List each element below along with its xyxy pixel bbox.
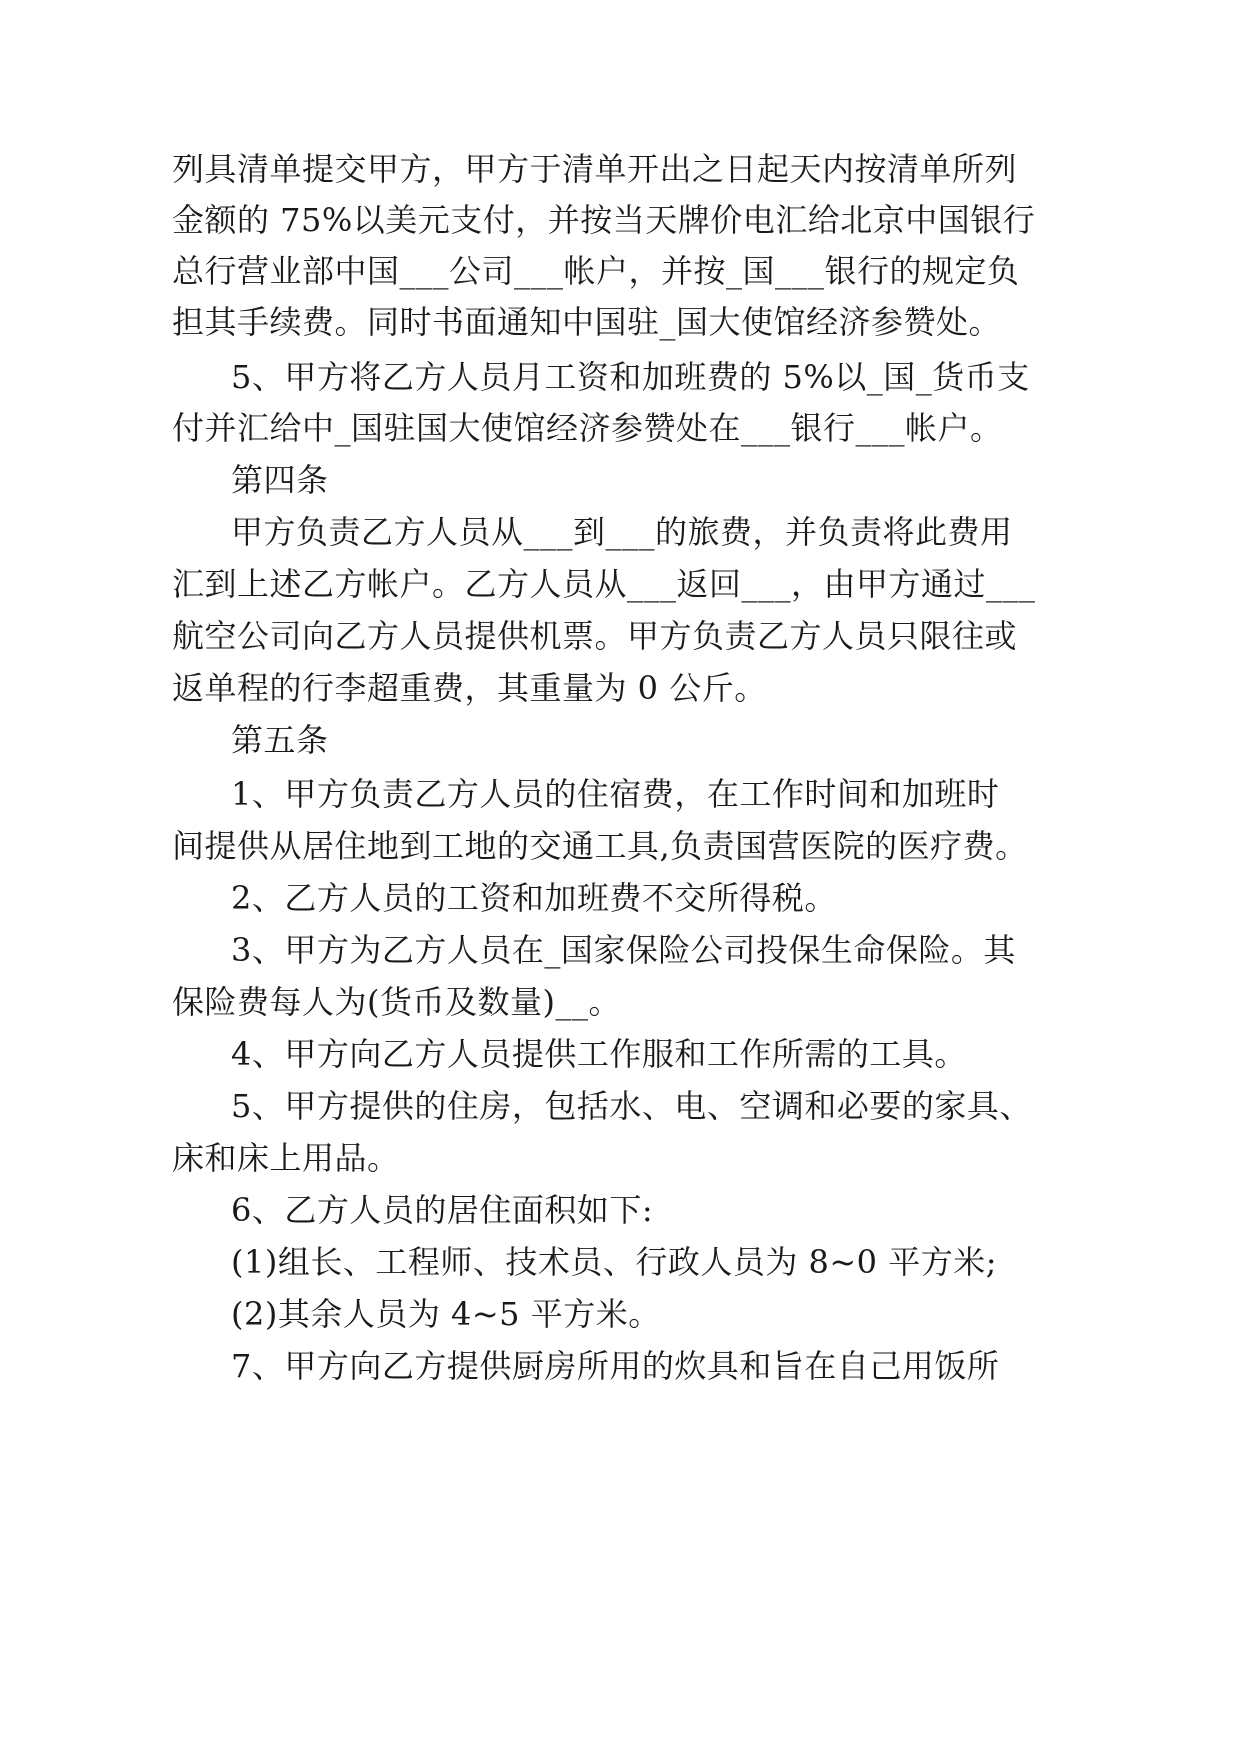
text-line bbox=[0, 1025, 1241, 1083]
line-text: 列具清单提交甲方，甲方于清单开出之日起天内按清单所列 bbox=[172, 150, 1018, 188]
text-line bbox=[0, 1181, 1241, 1239]
text-line bbox=[0, 140, 1241, 198]
text-line bbox=[0, 607, 1241, 665]
line-text: 航空公司向乙方人员提供机票。甲方负责乙方人员只限往或 bbox=[172, 617, 1018, 655]
text-line bbox=[0, 765, 1241, 823]
text-line bbox=[0, 1129, 1241, 1187]
text-line bbox=[0, 293, 1241, 351]
text-line bbox=[0, 869, 1241, 927]
line-text: 担其手续费。同时书面通知中国驻_国大使馆经济参赞处。 bbox=[172, 303, 1002, 341]
line-text: 总行营业部中国___公司___帐户，并按_国___银行的规定负 bbox=[172, 252, 1020, 290]
line-text: 第五条 bbox=[231, 721, 329, 759]
text-line bbox=[0, 399, 1241, 457]
line-text: 甲方负责乙方人员从___到___的旅费，并负责将此费用 bbox=[231, 513, 1013, 551]
text-line bbox=[0, 659, 1241, 717]
line-text: 间提供从居住地到工地的交通工具,负责国营医院的医疗费。 bbox=[172, 827, 1028, 865]
line-text: (2)其余人员为 4~5 平方米。 bbox=[231, 1295, 661, 1333]
line-text: 金额的 75%以美元支付，并按当天牌价电汇给北京中国银行 bbox=[172, 201, 1036, 239]
line-text: 第四条 bbox=[231, 461, 329, 499]
text-line bbox=[0, 191, 1241, 249]
text-line bbox=[0, 348, 1241, 406]
line-text: 3、甲方为乙方人员在_国家保险公司投保生命保险。其 bbox=[231, 931, 1016, 969]
line-text: 付并汇给中_国驻国大使馆经济参赞处在___银行___帐户。 bbox=[172, 409, 1003, 447]
text-line bbox=[0, 921, 1241, 979]
line-text: 5、甲方提供的住房，包括水、电、空调和必要的家具、 bbox=[231, 1087, 1032, 1125]
text-line bbox=[0, 242, 1241, 300]
line-text: 5、甲方将乙方人员月工资和加班费的 5%以_国_货币支 bbox=[231, 358, 1030, 396]
text-line bbox=[0, 973, 1241, 1031]
line-text: 床和床上用品。 bbox=[172, 1139, 400, 1177]
line-text: 6、乙方人员的居住面积如下: bbox=[231, 1191, 654, 1229]
line-text: 7、甲方向乙方提供厨房所用的炊具和旨在自己用饭所 bbox=[231, 1347, 1000, 1385]
line-text: 4、甲方向乙方人员提供工作服和工作所需的工具。 bbox=[231, 1035, 967, 1073]
text-line bbox=[0, 555, 1241, 613]
line-text: 返单程的行李超重费，其重量为 0 公斤。 bbox=[172, 669, 767, 707]
text-line bbox=[0, 1233, 1241, 1291]
text-line bbox=[0, 1337, 1241, 1395]
section-heading bbox=[0, 711, 1241, 769]
line-text: 2、乙方人员的工资和加班费不交所得税。 bbox=[231, 879, 837, 917]
line-text: 1、甲方负责乙方人员的住宿费，在工作时间和加班时 bbox=[231, 775, 1000, 813]
line-text: 保险费每人为(货币及数量)__。 bbox=[172, 983, 621, 1021]
line-text: 汇到上述乙方帐户。乙方人员从___返回___，由甲方通过___ bbox=[172, 565, 1036, 603]
section-heading bbox=[0, 451, 1241, 509]
text-line bbox=[0, 1077, 1241, 1135]
line-text: (1)组长、工程师、技术员、行政人员为 8~0 平方米; bbox=[231, 1243, 997, 1281]
text-line bbox=[0, 503, 1241, 561]
text-line bbox=[0, 1285, 1241, 1343]
text-line bbox=[0, 817, 1241, 875]
